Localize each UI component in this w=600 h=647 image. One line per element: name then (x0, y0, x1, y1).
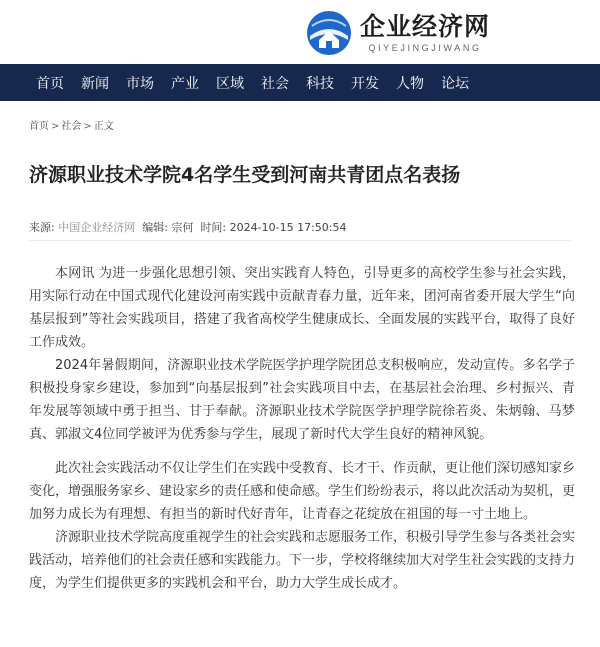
article-paragraph: 2024年暑假期间，济源职业技术学院医学护理学院团总支积极响应，发动宣传。多名学子积极投身家乡建设，参加到“向基层报到”社会实践项目中去，在基层社会治理、乡村振兴、青年发展等领域中勇于担当、甘于奉献。济源职业技术学院医学护理学院徐若炎、朱炳翰、马梦真、郭淑文4位同学被评为优秀参与学生，展现了新时代大学生良好的精神风貌。 (29, 358, 575, 442)
nav-item-development[interactable]: 开发 (351, 75, 379, 92)
source-label: 来源: (29, 221, 55, 234)
globe-house-icon (306, 10, 352, 56)
editor-label: 编辑: (142, 221, 168, 234)
breadcrumb-home[interactable]: 首页 (29, 121, 49, 132)
nav-item-market[interactable]: 市场 (126, 75, 154, 92)
nav-item-tech[interactable]: 科技 (306, 75, 334, 92)
article-paragraph: 本网讯 为进一步强化思想引领、突出实践育人特色，引导更多的高校学生参与社会实践，用实际行动在中国式现代化建设河南实践中贡献青春力量，近年来，团河南省委开展大学生“向基层报到”等社会实践项目，搭建了我省高校学生健康成长、全面发展的实践平台，取得了良好工作成效。 (29, 266, 575, 350)
editor-name: 宗何 (171, 221, 194, 234)
time-label: 时间: (200, 221, 227, 234)
nav-list (0, 64, 600, 101)
site-pinyin: QIYEJINGJIWANG (368, 42, 482, 53)
article-paragraph: 济源职业技术学院高度重视学生的社会实践和志愿服务工作，积极引导学生参与各类社会实践活动，培养他们的社会责任感和实践能力。下一步，学校将继续加大对学生社会实践的支持力度，为学生们提供更多的实践机会和平台，助力大学生成长成才。 (29, 530, 576, 591)
nav-item-home[interactable]: 首页 (36, 75, 64, 92)
site-name: 企业经济网 (360, 11, 491, 41)
article-title: 济源职业技术学院4名学生受到河南共青团点名表扬 (29, 164, 461, 186)
nav-item-people[interactable]: 人物 (396, 75, 424, 92)
breadcrumb-separator: > (51, 121, 60, 132)
nav-item-society[interactable]: 社会 (261, 75, 289, 92)
site-header (0, 0, 600, 64)
site-logo[interactable] (306, 10, 490, 56)
logo-wordmark (360, 13, 490, 54)
breadcrumb-category[interactable]: 社会 (61, 121, 82, 132)
meta-divider (29, 240, 571, 241)
nav-item-forum[interactable]: 论坛 (441, 75, 469, 92)
article-body (29, 262, 575, 595)
article-paragraph: 此次社会实践活动不仅让学生们在实践中受教育、长才干、作贡献，更让他们深切感知家乡变化，增强服务家乡、建设家乡的责任感和使命感。学生们纷纷表示，将以此次活动为契机，更加努力成长为有理想、有担当的新时代好青年，让青春之花绽放在祖国的每一寸土地上。 (29, 461, 576, 522)
nav-item-region[interactable]: 区域 (216, 75, 244, 92)
breadcrumb-separator: > (83, 121, 92, 132)
nav-item-news[interactable]: 新闻 (81, 75, 109, 92)
source-link[interactable]: 中国企业经济网 (58, 221, 136, 234)
nav-item-industry[interactable]: 产业 (171, 75, 199, 92)
breadcrumb (29, 117, 114, 132)
publish-time: 2024-10-15 17:50:54 (229, 221, 347, 234)
main-navigation (0, 64, 600, 101)
breadcrumb-current: 正文 (93, 121, 114, 132)
article-meta (29, 219, 346, 235)
